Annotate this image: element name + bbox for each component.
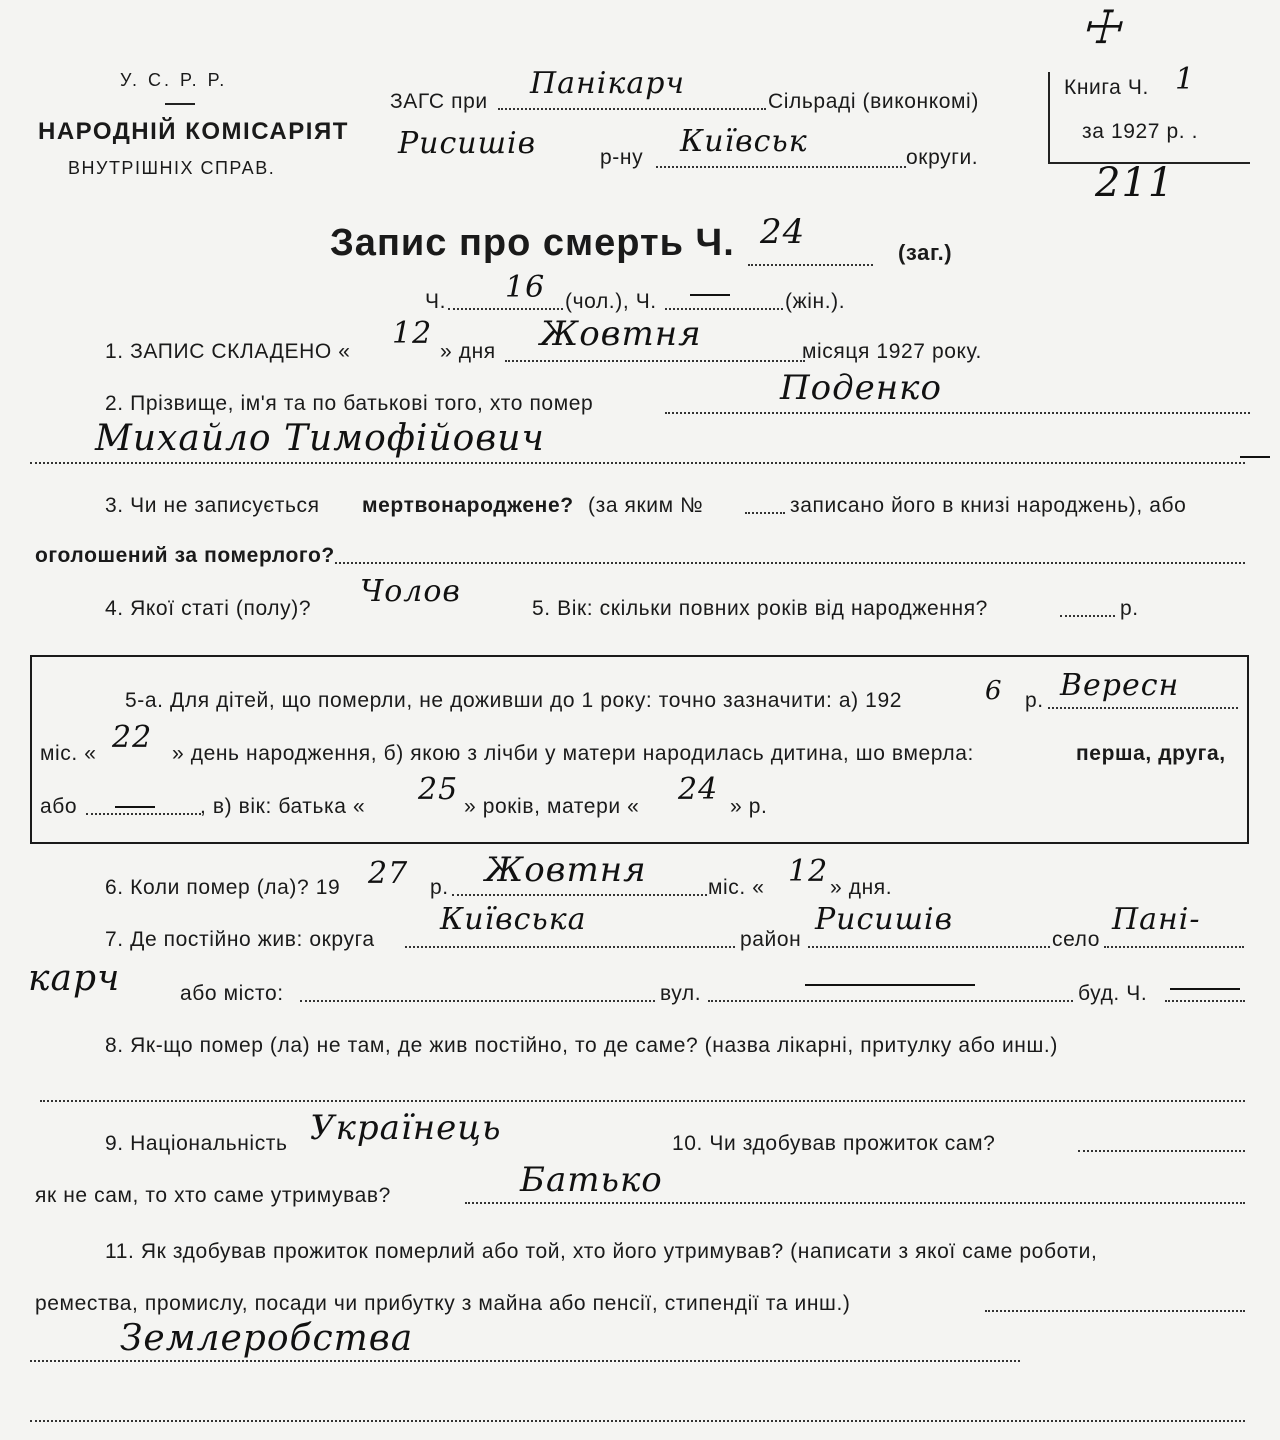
item7-misto-label: або місто: <box>180 982 284 1005</box>
republic-label: У. С. Р. Р. <box>120 70 228 90</box>
item6-r: р. <box>430 876 449 899</box>
okruha-line <box>656 166 906 168</box>
item6-year-hw: 27 <box>368 856 409 891</box>
item6-month-hw: Жовтня <box>485 850 647 890</box>
divider <box>165 103 195 105</box>
item5-age-text: 5. Вік: скільки повних років від народження? <box>532 597 988 620</box>
record-number-hw: 24 <box>760 212 806 252</box>
item7-okruha-hw: Київська <box>440 902 587 937</box>
item7-bud-line <box>1165 1000 1245 1002</box>
item3-text-c: записано його в книзі народжень), або <box>790 494 1187 517</box>
item5a-year-digit-hw: 6 <box>985 676 1003 706</box>
item10-text: 10. Чи здобував прожиток сам? <box>672 1132 996 1155</box>
department-label: ВНУТРІШНІХ СПРАВ. <box>68 158 276 178</box>
item8-text: 8. Як-що помер (ла) не там, де жив постійно, то де саме? (назва лікарні, притулку або инш.) <box>105 1034 1058 1057</box>
item2-text: 2. Прізвище, ім'я та по батькові того, хто помер <box>105 392 594 415</box>
record-title: Запис про смерть Ч. <box>330 222 735 264</box>
item8-line-1 <box>40 1100 1245 1102</box>
item7-rayon-line <box>808 946 1050 948</box>
item9-text: 9. Національність <box>105 1132 288 1155</box>
item3-num-line <box>745 512 785 514</box>
item11-line2-fill <box>985 1310 1245 1312</box>
okruha-hw: Київськ <box>680 124 808 159</box>
item2-names-line <box>30 462 1245 464</box>
item7-vul-label: вул. <box>660 982 702 1005</box>
item2-surname-line <box>665 412 1250 414</box>
item5a-line1: 5-а. Для дітей, що померли, не доживши до 1 року: точно зазначити: а) 192 <box>125 689 903 712</box>
female-label: (жін.). <box>785 290 846 313</box>
item7-selo-hw-a: Пані- <box>1112 902 1201 937</box>
item5a-order-dash <box>115 806 155 808</box>
item5a-line2-bold: перша, друга, <box>1076 742 1226 765</box>
item11-extra-line <box>30 1420 1245 1422</box>
item7-selo-hw-b: карч <box>28 958 121 999</box>
book-label: Книга Ч. <box>1064 76 1149 99</box>
item6-day-suffix: » дня. <box>830 876 893 899</box>
item5a-month-hw: Вересн <box>1060 668 1180 703</box>
item7-okruha-line <box>405 946 735 948</box>
okruha-suffix: округи. <box>906 146 979 169</box>
margin-stroke <box>1240 456 1270 458</box>
item7-prefix: 7. Де постійно жив: округа <box>105 928 375 951</box>
item1-suffix: місяця 1927 року. <box>802 340 982 363</box>
book-year: за 1927 р. . <box>1082 120 1199 143</box>
item3-bold-b: оголошений за померлого? <box>35 544 335 567</box>
item7-bud-label: буд. Ч. <box>1078 982 1148 1005</box>
item3-text-b: (за яким № <box>588 494 704 517</box>
item7-rayon-label: район <box>740 928 802 951</box>
female-number-dash <box>690 294 730 296</box>
item7-misto-line <box>300 1000 655 1002</box>
item4-sex-hw: Чолов <box>360 574 461 609</box>
item10-who-hw: Батько <box>520 1160 663 1200</box>
item5a-mother-age-hw: 24 <box>678 772 719 807</box>
male-label: (чол.), Ч. <box>565 290 657 313</box>
item5a-order-line <box>86 813 201 815</box>
item10-line <box>1078 1150 1245 1152</box>
item1-prefix: 1. ЗАПИС СКЛАДЕНО « <box>105 340 351 363</box>
margin-note-hw: 211 <box>1095 160 1175 206</box>
item5a-mis-prefix: міс. « <box>40 742 97 765</box>
item1-mid: » дня <box>440 340 496 363</box>
item5a-line3-d: » р. <box>730 795 768 818</box>
male-number-hw: 16 <box>505 270 546 305</box>
item2-surname-hw: Поденко <box>780 368 942 408</box>
item1-month-line <box>505 360 805 362</box>
zags-prefix: ЗАГС при <box>390 90 488 113</box>
item11-line1: 11. Як здобував прожиток померлий або той, хто його утримував? (написати з якої саме роботи, <box>105 1240 1098 1263</box>
item10-who-line <box>465 1202 1245 1204</box>
book-number-hw: 1 <box>1175 62 1196 97</box>
item6-mis: міс. « <box>708 876 765 899</box>
item4-text: 4. Якої статі (полу)? <box>105 597 312 620</box>
item7-selo-line <box>1104 946 1244 948</box>
item3-text-a: 3. Чи не записується <box>105 494 320 517</box>
item1-day-hw: 12 <box>392 316 433 351</box>
item5a-day-hw: 22 <box>112 720 153 755</box>
item5a-father-age-hw: 25 <box>418 772 459 807</box>
rayon-hw: Рисишів <box>398 126 537 161</box>
item5a-month-line <box>1048 707 1238 709</box>
item9-nationality-hw: Українець <box>310 1108 502 1148</box>
item7-bud-dash <box>1170 988 1240 990</box>
item5-age-line <box>1060 615 1115 617</box>
item3-bold-a: мертвонароджене? <box>362 494 574 517</box>
item7-vul-line <box>708 1000 1073 1002</box>
item3-answer-line <box>335 562 1245 564</box>
corner-mark-hw: ☩ <box>1080 0 1123 54</box>
item10-who-text: як не сам, то хто саме утримував? <box>35 1184 391 1207</box>
male-number-line <box>448 308 563 310</box>
ch-label: Ч. <box>425 290 447 313</box>
commissariat-label: НАРОДНІЙ КОМІСАРІЯТ <box>38 118 349 145</box>
item1-month-hw: Жовтня <box>540 314 702 354</box>
item7-selo-label: село <box>1052 928 1101 951</box>
item7-rayon-hw: Рисишів <box>815 902 954 937</box>
item5a-line1-r: р. <box>1025 689 1044 712</box>
rayon-suffix: р-ну <box>600 146 644 169</box>
item2-names-hw: Михайло Тимофійович <box>95 418 545 459</box>
item5-age-suffix: р. <box>1120 597 1139 620</box>
item11-answer-line <box>30 1360 1020 1362</box>
zags-suffix: Сільраді (виконкомі) <box>768 90 979 113</box>
item5a-line2: » день народження, б) якою з лічби у матери народилась дитина, шо вмерла: <box>172 742 974 765</box>
item5a-line3-a: або <box>40 795 78 818</box>
record-number-line <box>748 264 873 266</box>
item11-answer-hw: Землеробства <box>120 1318 414 1359</box>
item11-line2: ремества, промислу, посади чи прибутку з майна або пенсії, стипендії та инш.) <box>35 1292 851 1315</box>
record-suffix: (заг.) <box>898 240 953 265</box>
item7-vul-dash <box>805 984 975 986</box>
zags-village-line <box>498 108 766 110</box>
item6-prefix: 6. Коли помер (ла)? 19 <box>105 876 341 899</box>
female-number-line <box>665 308 783 310</box>
item5a-line3-c: » років, матери « <box>464 795 640 818</box>
item5a-line3-b: , в) вік: батька « <box>200 795 366 818</box>
item6-day-hw: 12 <box>788 854 829 889</box>
zags-village-hw: Панікарч <box>530 66 686 101</box>
item6-month-line <box>452 894 707 896</box>
